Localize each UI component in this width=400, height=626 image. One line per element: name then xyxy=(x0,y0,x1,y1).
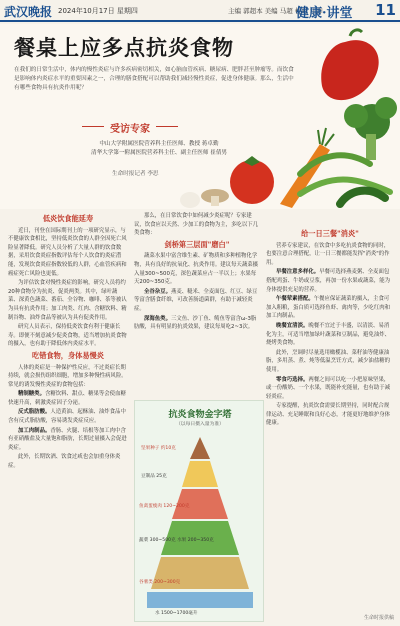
paragraph: 营养专家建议，在饮食中多吃抗炎食物的同时，也要注意合理搭配，让一日三餐都能发挥"消炎"的作用。 xyxy=(266,242,390,266)
article-column-3 xyxy=(266,226,394,622)
paragraph xyxy=(266,295,394,321)
section-heading: 给一日三餐"消炎" xyxy=(301,229,359,238)
footer-credit: 生命时报供稿 xyxy=(363,615,394,621)
hero-banner xyxy=(0,24,400,209)
pyramid-label: 豆制品 25克 xyxy=(141,474,167,479)
paragraph-text: 人造黄油、起酥油、油炸食品中含有反式脂肪酸，容易诱发炎症反应。 xyxy=(8,409,126,425)
pyramid-tier-water xyxy=(147,592,253,608)
paragraph xyxy=(8,427,128,453)
keyword: 精制糖类。 xyxy=(18,391,45,398)
pyramid-subtitle: （以每日摄入量为准） xyxy=(176,422,224,427)
pyramid-label: 坚果种子 约10克 xyxy=(141,446,176,451)
paragraph-text: 三文鱼、沙丁鱼、鲭鱼等富含ω-3脂肪酸，具有明显的抗炎效果，建议每周吃2~3次。 xyxy=(134,315,257,331)
paragraph-text: 午餐应保证蔬菜的摄入，主食可加入粗粮，蛋白质可选择鱼虾、禽肉等，少吃红肉和加工肉制品。 xyxy=(266,296,390,320)
section-heading: 低炎饮食能延寿 xyxy=(42,214,94,223)
carrot-icon xyxy=(280,144,330,208)
tomato-icon xyxy=(230,160,274,204)
red-pepper-icon xyxy=(321,40,378,100)
section-heading: 吃错食物，身体易慢炎 xyxy=(32,350,104,360)
pyramid-title: 抗炎食物金字塔 xyxy=(168,410,232,420)
paragraph xyxy=(134,288,260,314)
keyword: 午餐荤素搭配。 xyxy=(276,296,314,303)
paragraph: 那么，在日常饮食中如何减少炎症呢？专家建议，饮食应以天然、少加工的食物为主，多吃以下几类食物： xyxy=(134,213,258,237)
paragraph: 专家提醒，抗炎饮食需要长期坚持，同时配合规律运动、充足睡眠和良好心态，才能更好地维护身体健康。 xyxy=(266,403,390,427)
section-heading: 剑桥第三层面"磨白" xyxy=(164,239,230,249)
expert-byline: 中山大学附属医院营养科主任医师、教授 蒋卓勤 清华大学第一附属医院营养科主任、副主任医师 崔倩男 xyxy=(90,141,228,156)
editor-credits: 主编 郭超本 美编 马超 校对 江洋 xyxy=(228,7,323,15)
pyramid-label: 蔬菜 300~500克 水果 200~350克 xyxy=(139,538,214,543)
newspaper-logo: 武汉晚报 xyxy=(4,5,53,19)
pyramid-tier-nuts xyxy=(190,437,210,459)
paragraph xyxy=(266,322,394,348)
keyword: 早餐注意多样化。 xyxy=(276,269,320,276)
keyword: 全谷杂豆。 xyxy=(144,288,171,295)
keyword: 反式脂肪酸。 xyxy=(18,409,51,416)
paragraph: 人体的炎症是一种保护性反应，不过炎症长期持续，就会损伤组织细胞，增加多种慢性病风险。常见的诱发慢性炎症的食物包括： xyxy=(8,364,127,388)
paragraph: 为评估饮食对慢性炎症的影响，研究人员将约20种食物分为抗炎、促炎两类。其中，绿叶蔬菜、深黄色蔬菜、番茄、全谷物、咖啡、茶等被认为具有抗炎作用；加工肉类、红肉、含糖饮料、精制谷物、油炸食品等被认为具有促炎作用。 xyxy=(8,280,127,321)
food-pyramid-infographic xyxy=(134,400,264,622)
paragraph-text: 晚餐不宜过于丰盛，以清淡、易消化为主，可适当增加绿叶蔬菜和豆制品，避免油炸、烧烤类食物。 xyxy=(266,322,390,347)
expert-heading: 受访专家 xyxy=(110,120,150,135)
keyword: 晚餐宜清淡。 xyxy=(276,322,309,329)
masthead xyxy=(0,0,400,22)
paragraph: 近日，刊登在国际期刊上的一项研究显示，与不健康饮食相比，坚持低炎饮食的人群全因死亡风险显著降低。研究人员分析了大量人群的饮食数据，采用饮食炎症指数评估每个人饮食的炎症潜能，发现饮食炎症指数较低的人群，心血管疾病和癌症死亡风险也更低。 xyxy=(8,227,127,277)
paragraph xyxy=(134,315,260,332)
paragraph-text: 早餐可选择燕麦粥、全麦面包搭配鸡蛋、牛奶或豆浆，再加一份水果或蔬菜，能为身体提供充足的营养。 xyxy=(266,269,390,293)
reporter-credit: 生命时报记者 李思 xyxy=(112,171,159,177)
paragraph: 研究人员表示，保持低炎饮食有利于健康长寿。即便不刻意减少促炎食物，适当增加抗炎食物的摄入，也有助于降低体内炎症水平。 xyxy=(8,324,127,348)
issue-date: 2024年10月17日 星期四 xyxy=(58,7,138,15)
pyramid-label: 鱼禽蛋瘦肉 120~200克 xyxy=(139,504,190,509)
paragraph-text: 含糖饮料、甜点、糖果等会使血糖快速升高，刺激炎症因子分泌。 xyxy=(8,391,126,406)
headline: 餐桌上应多点抗炎食物 xyxy=(14,35,234,60)
pyramid-tier-soy xyxy=(182,461,218,487)
paragraph: 蔬菜水果中富含维生素、矿物质和多种植物化学物，具有良好的抗氧化、抗炎作用。建议每天蔬菜摄入量300~500克，深色蔬菜应占一半以上；水果每天200~350克。 xyxy=(134,253,258,286)
keyword: 零食巧选择。 xyxy=(276,376,309,383)
pyramid-label: 水 1500~1700毫升 xyxy=(155,611,198,616)
paragraph: 此外，烹调时尽量选用橄榄油、菜籽油等健康油脂，多用蒸、煮、炖等低温烹饪方式，减少油盐糖的使用。 xyxy=(266,349,390,373)
pyramid-graphic xyxy=(135,429,265,619)
paragraph xyxy=(8,408,128,425)
paragraph-text: 香肠、火腿、培根等加工肉中含有亚硝酸盐及大量饱和脂肪，长期过量摄入会促进炎症。 xyxy=(8,427,127,451)
paragraph xyxy=(266,376,394,402)
keyword: 加工肉制品。 xyxy=(18,427,51,434)
section-title: 健康·讲堂 xyxy=(296,6,353,21)
paragraph: 此外，长期饮酒、饮食过咸也会加重身体炎症。 xyxy=(8,454,121,470)
page-number: 11 xyxy=(375,1,396,19)
article-column-1 xyxy=(8,212,128,622)
paragraph-text: 两餐之间可以吃一小把原味坚果，或一份酸奶、一个水果，既能补充能量，也有助于减轻炎症。 xyxy=(266,376,390,400)
paragraph-text: 燕麦、糙米、全麦面包、红豆、绿豆等富含膳食纤维，可改善肠道菌群，有助于减轻炎症。 xyxy=(134,288,258,312)
paragraph xyxy=(266,268,394,294)
article-column-2 xyxy=(134,212,260,397)
garlic-icon xyxy=(180,192,200,208)
pyramid-label: 谷薯类 200~300克 xyxy=(139,580,181,585)
keyword: 深海鱼类。 xyxy=(144,315,171,322)
paragraph xyxy=(8,390,128,407)
lead-paragraph: 在我们的日常生活中，体内的慢性炎症与许多疾病密切相关，如心脑血管疾病、糖尿病、肥胖甚至肿瘤等。而饮食是影响体内炎症水平的重要因素之一，合理的膳食搭配可以帮助我们减轻慢性炎症，促进身体健康。那么，生活中有哪些食物具有抗炎作用呢？ xyxy=(14,67,294,91)
